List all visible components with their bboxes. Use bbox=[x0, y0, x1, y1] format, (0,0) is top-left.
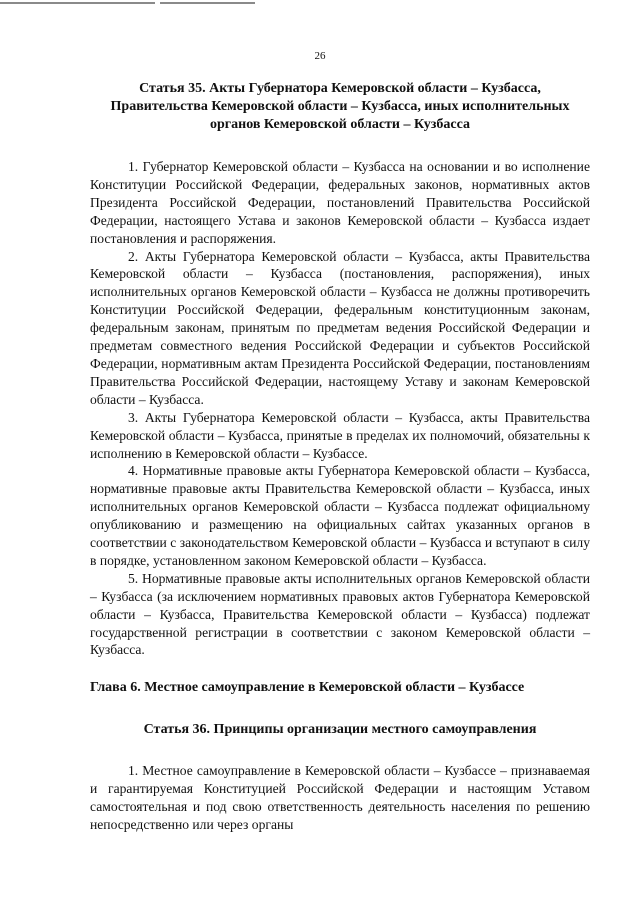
page-number: 26 bbox=[314, 50, 326, 62]
article-35-paragraph-4: 4. Нормативные правовые акты Губернатора Кемеровской области – Кузбасса, нормативные правовые акты Правительства Кемеровской области – Кузбасса, иных исполнительных органов Кемеровской области – Кузбасса подлежат официальному опубликованию и размещению на официальных сайтах указанных органов в соответствии с законодательством Кемеровской области – Кузбасса и вступают в силу в порядке, установленном законом Кемеровской области – Кузбасса. bbox=[90, 463, 590, 568]
article-36-title: Статья 36. Принципы организации местного самоуправления bbox=[143, 722, 537, 738]
article-35-title: Статья 35. Акты Губернатора Кемеровской области – Кузбасса, Правительства Кемеровской области – Кузбасса, иных исполнительных органов Кемеровской области – Кузбасса bbox=[110, 81, 570, 132]
article-36-paragraph-1: 1. Местное самоуправление в Кемеровской области – Кузбассе – признаваемая и гарантируемая Конституцией Российской Федерации и настоящим Уставом самостоятельная и под свою ответственность деятельность населения по решению непосредственно или через органы bbox=[90, 763, 590, 833]
article-35-paragraph-5: 5. Нормативные правовые акты исполнительных органов Кемеровской области – Кузбасса (за исключением нормативных правовых актов Губернатора Кемеровской области – Кузбасса, Правительства Кемеровской области – Кузбасса) подлежат государственной регистрации в соответствии с законом Кемеровской области – Кузбасса. bbox=[90, 570, 590, 658]
chapter-6-title: Глава 6. Местное самоуправление в Кемеровской области – Кузбассе bbox=[90, 680, 525, 696]
document-body bbox=[90, 80, 590, 834]
scan-artifact-line bbox=[160, 2, 255, 4]
scan-artifact-line bbox=[0, 2, 155, 4]
article-35-paragraph-1: 1. Губернатор Кемеровской области – Кузбасса на основании и во исполнение Конституции Российской Федерации, федеральных законов, нормативных актов Президента Российской Федерации, постановлений Правительства Российской Федерации, настоящего Устава и законов Кемеровской области – Кузбасса издает постановления и распоряжения. bbox=[90, 159, 590, 246]
article-35-paragraph-2: 2. Акты Губернатора Кемеровской области – Кузбасса, акты Правительства Кемеровской области – Кузбасса (постановления, распоряжения), иных исполнительных органов Кемеровской области – Кузбасса не должны противоречить Конституции Российской Федерации, федеральным конституционным законам, федеральным законам, принятым по предметам ведения Российской Федерации и предметам совместного ведения Российской Федерации и субъектов Российской Федерации, нормативным актам Президента Российской Федерации, постановлениям Правительства Российской Федерации, настоящему Уставу и законам Кемеровской области – Кузбасса. bbox=[90, 248, 590, 407]
article-35-paragraph-3: 3. Акты Губернатора Кемеровской области – Кузбасса, акты Правительства Кемеровской области – Кузбасса, принятые в пределах их полномочий, обязательны к исполнению в Кемеровской области – Кузбассе. bbox=[90, 409, 590, 461]
